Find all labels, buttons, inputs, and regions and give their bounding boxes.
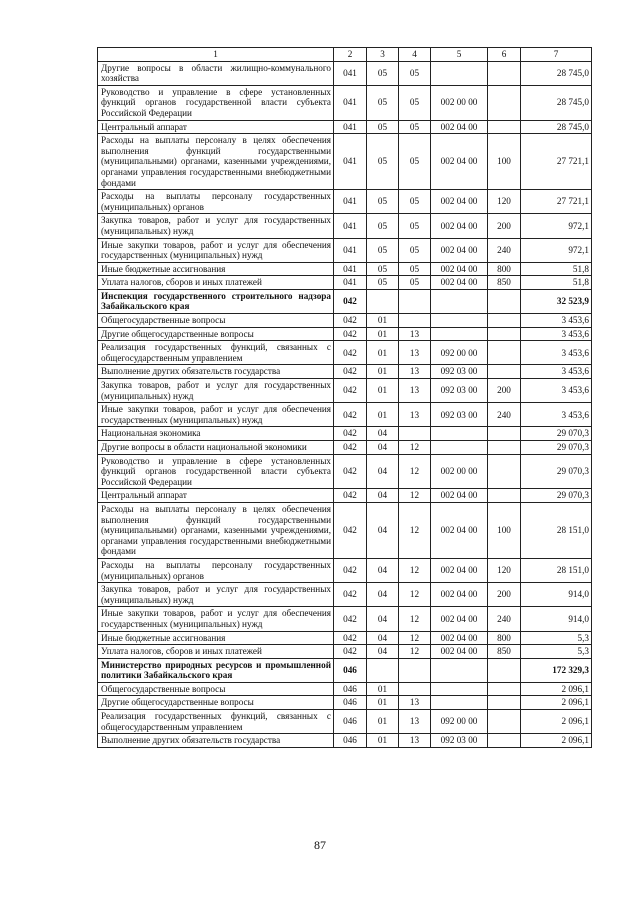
cell-subsection: 13 — [399, 379, 431, 403]
cell-target-article: 002 04 00 — [431, 190, 488, 214]
cell-amount: 29 070,3 — [521, 489, 592, 503]
cell-section: 01 — [367, 341, 399, 365]
table-row — [98, 327, 592, 341]
cell-expense-type: 120 — [488, 558, 521, 582]
cell-target-article: 002 04 00 — [431, 583, 488, 607]
cell-target-article: 092 00 00 — [431, 341, 488, 365]
cell-target-article: 092 03 00 — [431, 734, 488, 748]
cell-name: Реализация государственных функций, связанных с общегосударственным управлением — [98, 710, 334, 734]
cell-subsection: 05 — [399, 214, 431, 238]
cell-expense-type: 850 — [488, 276, 521, 290]
cell-ministry-code: 041 — [334, 134, 367, 190]
cell-ministry-code: 042 — [334, 558, 367, 582]
cell-section: 04 — [367, 441, 399, 455]
cell-amount: 27 721,1 — [521, 134, 592, 190]
cell-expense-type: 240 — [488, 403, 521, 427]
cell-ministry-code: 042 — [334, 427, 367, 441]
cell-section: 05 — [367, 214, 399, 238]
cell-subsection — [399, 658, 431, 682]
cell-ministry-code: 042 — [334, 607, 367, 631]
table-row — [98, 214, 592, 238]
cell-expense-type — [488, 365, 521, 379]
cell-subsection: 05 — [399, 120, 431, 134]
cell-expense-type: 240 — [488, 238, 521, 262]
cell-expense-type: 850 — [488, 645, 521, 659]
cell-section: 04 — [367, 454, 399, 489]
cell-ministry-code: 046 — [334, 682, 367, 696]
cell-target-article: 092 03 00 — [431, 379, 488, 403]
cell-name: Закупка товаров, работ и услуг для государственных (муниципальных) нужд — [98, 214, 334, 238]
table-row — [98, 558, 592, 582]
table-row — [98, 341, 592, 365]
cell-name: Расходы на выплаты персоналу государственных (муниципальных) органов — [98, 558, 334, 582]
cell-amount: 972,1 — [521, 238, 592, 262]
cell-ministry-code: 042 — [334, 489, 367, 503]
table-row — [98, 489, 592, 503]
cell-ministry-code: 046 — [334, 734, 367, 748]
column-header: 6 — [488, 48, 521, 62]
cell-name: Общегосударственные вопросы — [98, 314, 334, 328]
cell-expense-type: 120 — [488, 190, 521, 214]
cell-name: Расходы на выплаты персоналу государственных (муниципальных) органов — [98, 190, 334, 214]
cell-target-article: 002 00 00 — [431, 454, 488, 489]
table-row — [98, 441, 592, 455]
cell-section: 04 — [367, 427, 399, 441]
cell-subsection: 12 — [399, 441, 431, 455]
cell-amount: 28 745,0 — [521, 61, 592, 85]
cell-amount: 28 745,0 — [521, 85, 592, 120]
column-header: 3 — [367, 48, 399, 62]
cell-amount: 172 329,3 — [521, 658, 592, 682]
cell-name: Руководство и управление в сфере установленных функций органов государственной власти субъекта Российской Федерации — [98, 85, 334, 120]
cell-expense-type — [488, 314, 521, 328]
cell-target-article — [431, 682, 488, 696]
cell-name: Руководство и управление в сфере установленных функций органов государственной власти субъекта Российской Федерации — [98, 454, 334, 489]
cell-expense-type: 800 — [488, 631, 521, 645]
cell-ministry-code: 042 — [334, 314, 367, 328]
cell-target-article: 002 04 00 — [431, 489, 488, 503]
cell-expense-type: 100 — [488, 502, 521, 558]
cell-expense-type — [488, 734, 521, 748]
cell-ministry-code: 041 — [334, 214, 367, 238]
column-header: 1 — [98, 48, 334, 62]
cell-amount: 28 151,0 — [521, 502, 592, 558]
cell-expense-type: 800 — [488, 262, 521, 276]
cell-section: 01 — [367, 403, 399, 427]
cell-target-article: 092 03 00 — [431, 365, 488, 379]
cell-ministry-code: 041 — [334, 262, 367, 276]
cell-expense-type — [488, 61, 521, 85]
cell-expense-type — [488, 710, 521, 734]
cell-expense-type — [488, 441, 521, 455]
cell-expense-type — [488, 454, 521, 489]
cell-subsection: 05 — [399, 85, 431, 120]
cell-amount: 972,1 — [521, 214, 592, 238]
cell-section: 01 — [367, 710, 399, 734]
cell-section: 01 — [367, 682, 399, 696]
cell-amount: 29 070,3 — [521, 454, 592, 489]
cell-name: Другие вопросы в области жилищно-коммунального хозяйства — [98, 61, 334, 85]
cell-section: 04 — [367, 583, 399, 607]
cell-expense-type — [488, 327, 521, 341]
cell-amount: 28 151,0 — [521, 558, 592, 582]
cell-amount: 28 745,0 — [521, 120, 592, 134]
cell-section: 01 — [367, 365, 399, 379]
cell-subsection: 13 — [399, 403, 431, 427]
cell-ministry-code: 041 — [334, 190, 367, 214]
cell-name: Расходы на выплаты персоналу в целях обеспечения выполнения функций государственными (муниципальными) органами, казенными учреждениями, органами управления государственными внебюджетными фондами — [98, 134, 334, 190]
cell-amount: 3 453,6 — [521, 365, 592, 379]
cell-subsection: 13 — [399, 734, 431, 748]
table-row — [98, 583, 592, 607]
cell-target-article — [431, 658, 488, 682]
cell-amount: 29 070,3 — [521, 427, 592, 441]
cell-subsection: 13 — [399, 696, 431, 710]
cell-target-article: 002 04 00 — [431, 238, 488, 262]
column-header: 7 — [521, 48, 592, 62]
cell-section: 05 — [367, 85, 399, 120]
cell-subsection — [399, 289, 431, 313]
cell-ministry-code: 046 — [334, 696, 367, 710]
cell-ministry-code: 042 — [334, 441, 367, 455]
table-row — [98, 607, 592, 631]
cell-section — [367, 289, 399, 313]
cell-name: Национальная экономика — [98, 427, 334, 441]
cell-subsection: 12 — [399, 645, 431, 659]
cell-name: Другие общегосударственные вопросы — [98, 696, 334, 710]
cell-name: Иные бюджетные ассигнования — [98, 631, 334, 645]
cell-name: Инспекция государственного строительного надзора Забайкальского края — [98, 289, 334, 313]
cell-ministry-code: 042 — [334, 341, 367, 365]
table-row — [98, 710, 592, 734]
cell-amount: 3 453,6 — [521, 327, 592, 341]
cell-expense-type — [488, 120, 521, 134]
table-row — [98, 120, 592, 134]
cell-subsection: 05 — [399, 276, 431, 290]
cell-target-article: 002 04 00 — [431, 645, 488, 659]
table-row — [98, 658, 592, 682]
cell-name: Выполнение других обязательств государства — [98, 734, 334, 748]
cell-subsection — [399, 314, 431, 328]
cell-amount: 2 096,1 — [521, 696, 592, 710]
cell-subsection: 05 — [399, 61, 431, 85]
cell-name: Выполнение других обязательств государства — [98, 365, 334, 379]
cell-ministry-code: 046 — [334, 710, 367, 734]
cell-target-article: 092 00 00 — [431, 710, 488, 734]
table-body — [98, 61, 592, 747]
cell-subsection: 12 — [399, 454, 431, 489]
cell-section: 01 — [367, 327, 399, 341]
cell-amount: 51,8 — [521, 276, 592, 290]
cell-amount: 29 070,3 — [521, 441, 592, 455]
cell-ministry-code: 042 — [334, 365, 367, 379]
cell-subsection — [399, 682, 431, 696]
cell-target-article — [431, 441, 488, 455]
cell-target-article: 002 04 00 — [431, 502, 488, 558]
cell-ministry-code: 042 — [334, 502, 367, 558]
cell-ministry-code: 042 — [334, 583, 367, 607]
cell-name: Иные закупки товаров, работ и услуг для обеспечения государственных (муниципальных) нужд — [98, 607, 334, 631]
cell-name: Министерство природных ресурсов и промышленной политики Забайкальского края — [98, 658, 334, 682]
cell-target-article: 002 04 00 — [431, 134, 488, 190]
cell-ministry-code: 042 — [334, 631, 367, 645]
table-row — [98, 502, 592, 558]
cell-name: Реализация государственных функций, связанных с общегосударственным управлением — [98, 341, 334, 365]
cell-target-article: 002 04 00 — [431, 120, 488, 134]
cell-name: Общегосударственные вопросы — [98, 682, 334, 696]
cell-section: 05 — [367, 190, 399, 214]
cell-ministry-code: 042 — [334, 289, 367, 313]
cell-section: 05 — [367, 134, 399, 190]
cell-expense-type — [488, 289, 521, 313]
cell-amount: 27 721,1 — [521, 190, 592, 214]
table-row — [98, 454, 592, 489]
cell-amount: 51,8 — [521, 262, 592, 276]
cell-expense-type — [488, 696, 521, 710]
table-row — [98, 276, 592, 290]
cell-ministry-code: 042 — [334, 327, 367, 341]
cell-section: 04 — [367, 489, 399, 503]
cell-target-article — [431, 61, 488, 85]
table-row — [98, 696, 592, 710]
cell-target-article: 002 04 00 — [431, 558, 488, 582]
cell-expense-type: 100 — [488, 134, 521, 190]
cell-target-article: 092 03 00 — [431, 403, 488, 427]
cell-section: 05 — [367, 262, 399, 276]
cell-expense-type: 240 — [488, 607, 521, 631]
cell-section: 05 — [367, 120, 399, 134]
cell-subsection: 12 — [399, 607, 431, 631]
cell-amount: 3 453,6 — [521, 379, 592, 403]
cell-ministry-code: 041 — [334, 276, 367, 290]
cell-target-article — [431, 314, 488, 328]
cell-amount: 32 523,9 — [521, 289, 592, 313]
cell-amount: 3 453,6 — [521, 314, 592, 328]
cell-subsection: 13 — [399, 710, 431, 734]
cell-expense-type: 200 — [488, 214, 521, 238]
table-row — [98, 379, 592, 403]
cell-name: Центральный аппарат — [98, 120, 334, 134]
cell-amount: 914,0 — [521, 607, 592, 631]
cell-expense-type — [488, 658, 521, 682]
cell-target-article: 002 04 00 — [431, 276, 488, 290]
cell-expense-type — [488, 489, 521, 503]
cell-ministry-code: 041 — [334, 61, 367, 85]
table-row — [98, 734, 592, 748]
cell-amount: 2 096,1 — [521, 734, 592, 748]
cell-target-article — [431, 289, 488, 313]
cell-name: Иные бюджетные ассигнования — [98, 262, 334, 276]
cell-ministry-code: 042 — [334, 645, 367, 659]
cell-name: Иные закупки товаров, работ и услуг для обеспечения государственных (муниципальных) нужд — [98, 238, 334, 262]
cell-target-article — [431, 696, 488, 710]
column-header: 4 — [399, 48, 431, 62]
cell-subsection: 12 — [399, 558, 431, 582]
cell-subsection — [399, 427, 431, 441]
cell-section: 04 — [367, 558, 399, 582]
cell-ministry-code: 042 — [334, 454, 367, 489]
cell-subsection: 12 — [399, 489, 431, 503]
cell-name: Центральный аппарат — [98, 489, 334, 503]
cell-ministry-code: 042 — [334, 403, 367, 427]
cell-name: Иные закупки товаров, работ и услуг для обеспечения государственных (муниципальных) нужд — [98, 403, 334, 427]
cell-subsection: 05 — [399, 238, 431, 262]
cell-expense-type — [488, 427, 521, 441]
table-row — [98, 403, 592, 427]
cell-target-article — [431, 327, 488, 341]
cell-name: Закупка товаров, работ и услуг для государственных (муниципальных) нужд — [98, 379, 334, 403]
cell-subsection: 12 — [399, 583, 431, 607]
cell-ministry-code: 041 — [334, 85, 367, 120]
table-row — [98, 314, 592, 328]
header-row — [98, 48, 592, 62]
table-row — [98, 682, 592, 696]
table-row — [98, 645, 592, 659]
column-header: 5 — [431, 48, 488, 62]
cell-amount: 5,3 — [521, 645, 592, 659]
cell-name: Уплата налогов, сборов и иных платежей — [98, 276, 334, 290]
cell-section: 04 — [367, 631, 399, 645]
page-number: 87 — [314, 838, 326, 852]
cell-amount: 2 096,1 — [521, 682, 592, 696]
cell-subsection: 05 — [399, 134, 431, 190]
cell-section: 01 — [367, 696, 399, 710]
cell-name: Закупка товаров, работ и услуг для государственных (муниципальных) нужд — [98, 583, 334, 607]
table-row — [98, 262, 592, 276]
cell-section: 01 — [367, 314, 399, 328]
cell-section: 01 — [367, 379, 399, 403]
cell-section: 01 — [367, 734, 399, 748]
column-header: 2 — [334, 48, 367, 62]
table-row — [98, 427, 592, 441]
cell-expense-type — [488, 341, 521, 365]
cell-section: 04 — [367, 502, 399, 558]
cell-name: Другие общегосударственные вопросы — [98, 327, 334, 341]
cell-amount: 2 096,1 — [521, 710, 592, 734]
cell-target-article: 002 04 00 — [431, 631, 488, 645]
cell-section: 05 — [367, 276, 399, 290]
cell-expense-type: 200 — [488, 379, 521, 403]
table-row — [98, 365, 592, 379]
cell-section: 04 — [367, 645, 399, 659]
budget-table — [97, 47, 592, 748]
cell-ministry-code: 046 — [334, 658, 367, 682]
cell-subsection: 12 — [399, 502, 431, 558]
cell-target-article: 002 04 00 — [431, 262, 488, 276]
table-row — [98, 85, 592, 120]
cell-subsection: 12 — [399, 631, 431, 645]
cell-section: 05 — [367, 61, 399, 85]
cell-name: Другие вопросы в области национальной экономики — [98, 441, 334, 455]
cell-section: 04 — [367, 607, 399, 631]
cell-section — [367, 658, 399, 682]
cell-ministry-code: 041 — [334, 120, 367, 134]
table-row — [98, 289, 592, 313]
cell-name: Расходы на выплаты персоналу в целях обеспечения выполнения функций государственными (муниципальными) органами, казенными учреждениями, органами управления государственными внебюджетными фондами — [98, 502, 334, 558]
cell-ministry-code: 042 — [334, 379, 367, 403]
table-row — [98, 190, 592, 214]
cell-section: 05 — [367, 238, 399, 262]
cell-subsection: 13 — [399, 327, 431, 341]
table-row — [98, 61, 592, 85]
cell-subsection: 05 — [399, 190, 431, 214]
cell-amount: 3 453,6 — [521, 403, 592, 427]
cell-target-article: 002 04 00 — [431, 607, 488, 631]
cell-amount: 3 453,6 — [521, 341, 592, 365]
cell-expense-type — [488, 682, 521, 696]
table-row — [98, 238, 592, 262]
cell-subsection: 13 — [399, 341, 431, 365]
cell-subsection: 05 — [399, 262, 431, 276]
table-row — [98, 134, 592, 190]
table-row — [98, 631, 592, 645]
cell-subsection: 13 — [399, 365, 431, 379]
cell-name: Уплата налогов, сборов и иных платежей — [98, 645, 334, 659]
cell-expense-type — [488, 85, 521, 120]
cell-target-article: 002 00 00 — [431, 85, 488, 120]
cell-amount: 914,0 — [521, 583, 592, 607]
cell-amount: 5,3 — [521, 631, 592, 645]
cell-ministry-code: 041 — [334, 238, 367, 262]
cell-target-article — [431, 427, 488, 441]
cell-expense-type: 200 — [488, 583, 521, 607]
cell-target-article: 002 04 00 — [431, 214, 488, 238]
